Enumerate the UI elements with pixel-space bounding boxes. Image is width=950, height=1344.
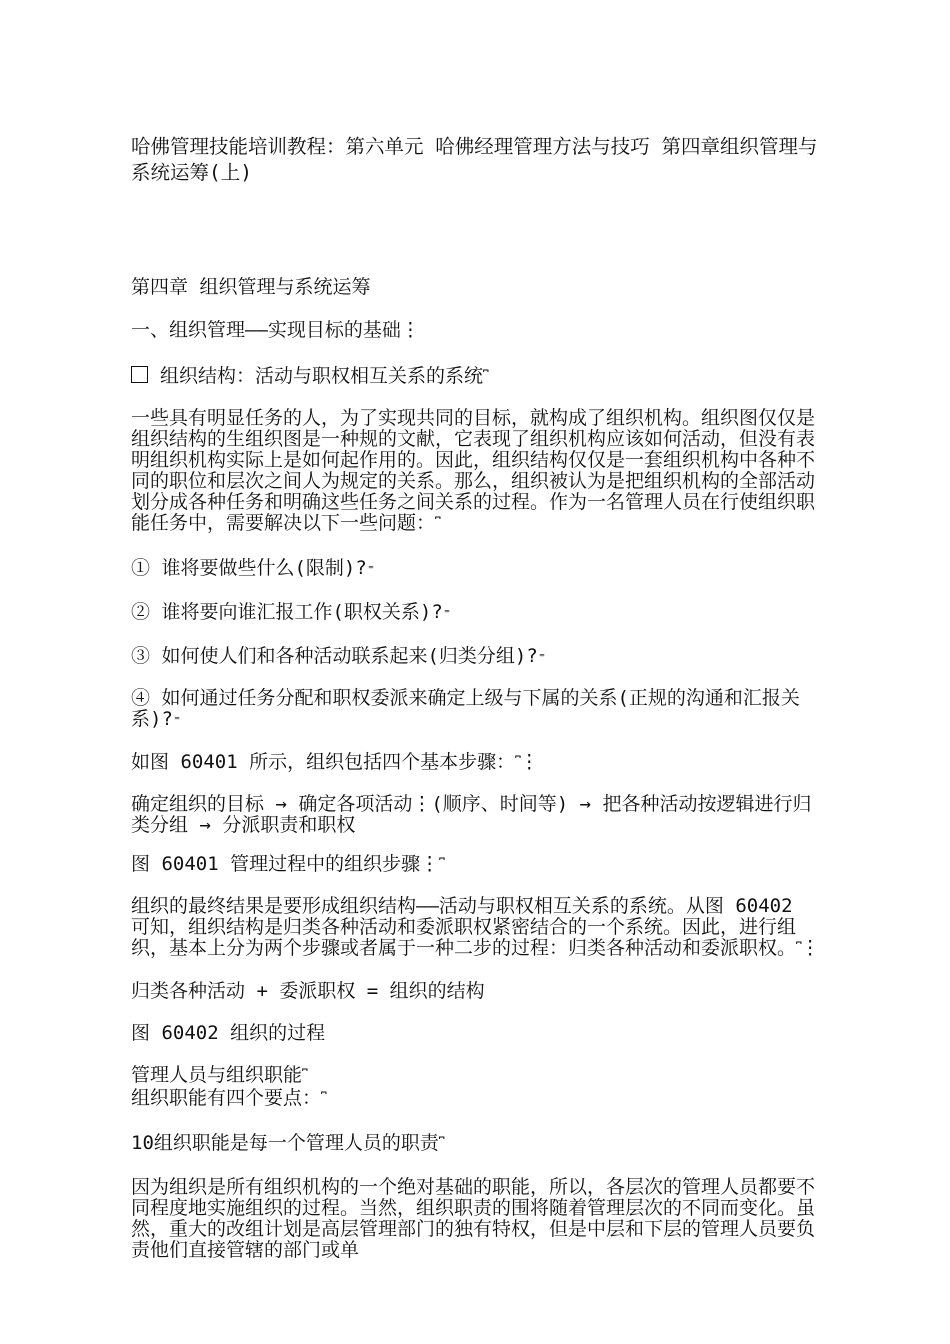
paragraph-mark-icon: ⎴ [796, 942, 801, 958]
point-1-text: 10组织职能是每一个管理人员的职责 [131, 1132, 439, 1154]
subsection-text: 组织结构：活动与职权相互关系的系统 [160, 365, 484, 387]
steps-flow: 确定组织的目标 → 确定各项活动⋮(顺序、时间等) → 把各种活动按逻辑进行归类分组 → 分派职责和职权 [131, 793, 812, 836]
figure-1-intro [131, 750, 821, 776]
section-heading [131, 318, 821, 342]
format-mark-icon: ⁼ [366, 562, 375, 578]
document-page [131, 134, 821, 1261]
format-mark-icon: ⁼ [537, 650, 546, 666]
format-mark-icon: ⁼ [442, 606, 451, 622]
figure-2-caption: 图 60402 组织的过程 [131, 1022, 326, 1044]
question-3-text: ③ 如何使人们和各种活动联系起来(归类分组)? [131, 645, 538, 667]
figure-1-caption [131, 852, 821, 878]
formula-line: 归类各种活动 + 委派职权 = 组织的结构 [131, 980, 485, 1002]
paragraph-mark-icon: ⎴ [515, 756, 520, 772]
paragraph-mark-icon: ⎴ [483, 370, 488, 386]
heading-line-1 [131, 1065, 821, 1088]
question-4 [131, 688, 821, 732]
paragraph-1-text: 一些具有明显任务的人，为了实现共同的目标，就构成了组织机构。组织图仅仅是组织结构的生组织图是一种规的文献，它表现了组织机构应该如何活动，但没有表明组织机构实际上是如何起作用的。因此，组织结构仅仅是一套组织机构中各种不同的职位和层次之间人为规定的关系。那么，组织被认为是把组织机构的全部活动划分成各种任务和明确这些任务之间关系的过程。作为一名管理人员在行使组织职能任务中，需要解决以下一些问题： [131, 407, 816, 534]
heading-block [131, 1065, 821, 1111]
heading-line-2-text: 组织职能有四个要点： [131, 1087, 322, 1109]
heading-line-1-text: 管理人员与组织职能 [131, 1064, 303, 1086]
paragraph-mark-icon: ⎴ [438, 1137, 444, 1153]
paragraph-mark-icon: ⎴ [439, 858, 444, 874]
question-2-text: ② 谁将要向谁汇报工作(职权关系)? [131, 601, 443, 623]
figure-1-intro-text: 如图 60401 所示，组织包括四个基本步骤： [131, 751, 516, 773]
question-2 [131, 600, 821, 626]
subsection-heading [131, 364, 821, 390]
heading-line-2 [131, 1088, 821, 1111]
point-1 [131, 1131, 821, 1157]
chapter-heading: 第四章 组织管理与系统运筹 [131, 276, 371, 298]
question-3 [131, 644, 821, 670]
question-1-text: ① 谁将要做些什么(限制)? [131, 557, 367, 579]
format-mark-icon: ⁼ [172, 713, 181, 729]
checkbox-icon [131, 366, 148, 383]
paragraph-mark-icon: ⎴ [321, 1092, 326, 1108]
paragraph-2 [131, 896, 821, 961]
document-title: 哈佛管理技能培训教程：第六单元 哈佛经理管理方法与技巧 第四章组织管理与系统运筹(上) [131, 135, 818, 184]
question-4-text: ④ 如何通过任务分配和职权委派来确定上级与下属的关系(正规的沟通和汇报关系)? [131, 687, 800, 730]
paragraph-1 [131, 408, 821, 536]
paragraph-mark-icon: ⎴ [302, 1069, 307, 1085]
figure-1-caption-text: 图 60401 管理过程中的组织步骤⋮ [131, 853, 440, 875]
paragraph-3: 因为组织是所有组织机构的一个绝对基础的职能，所以，各层次的管理人员都要不同程度地实施组织的过程。当然，组织职责的围将随着管理层次的不同而变化。虽然，重大的改组计划是高层管理部门的独有特权，但是中层和下层的管理人员要负责他们直接管辖的部门或单 [131, 1176, 816, 1261]
paragraph-2-text: 组织的最终结果是要形成组织结构——活动与职权相互关系的系统。从图 60402 可知，组织结构是归类各种活动和委派职权紧密结合的一个系统。因此，进行组织，基本上分为两个步骤或者属于一种二步的过程：归类各种活动和委派职权。 [131, 895, 797, 959]
vdots-mark-icon: ⋮ [519, 751, 539, 773]
section-heading-text: 一、组织管理——实现目标的基础⋮ [131, 319, 420, 341]
paragraph-mark-icon: ⎴ [435, 517, 440, 533]
vdots-mark-icon: ⋮ [800, 937, 820, 959]
question-1 [131, 556, 821, 582]
